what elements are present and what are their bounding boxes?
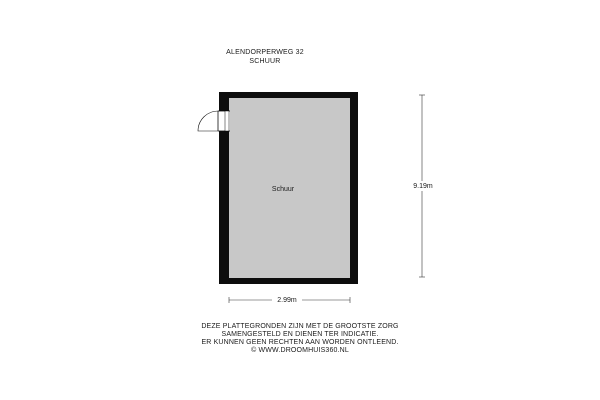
address-title: ALENDORPERWEG 32 — [226, 49, 304, 56]
width-dimension-label: 2.99m — [277, 297, 297, 304]
floor-title: SCHUUR — [249, 58, 281, 65]
door-frame — [225, 111, 229, 131]
room-label: Schuur — [271, 186, 295, 193]
disclaimer-line-3: ER KUNNEN GEEN RECHTEN AAN WORDEN ONTLEEND. — [201, 339, 399, 346]
disclaimer-line-1: DEZE PLATTEGRONDEN ZIJN MET DE GROOTSTE ZORG — [201, 323, 399, 330]
height-dimension-label: 9.19m — [413, 183, 433, 190]
disclaimer-line-4: © WWW.DROOMHUIS360.NL — [251, 347, 349, 354]
disclaimer-line-2: SAMENGESTELD EN DIENEN TER INDICATIE. — [221, 331, 379, 338]
door-swing-icon — [198, 111, 218, 131]
disclaimer — [150, 323, 450, 355]
